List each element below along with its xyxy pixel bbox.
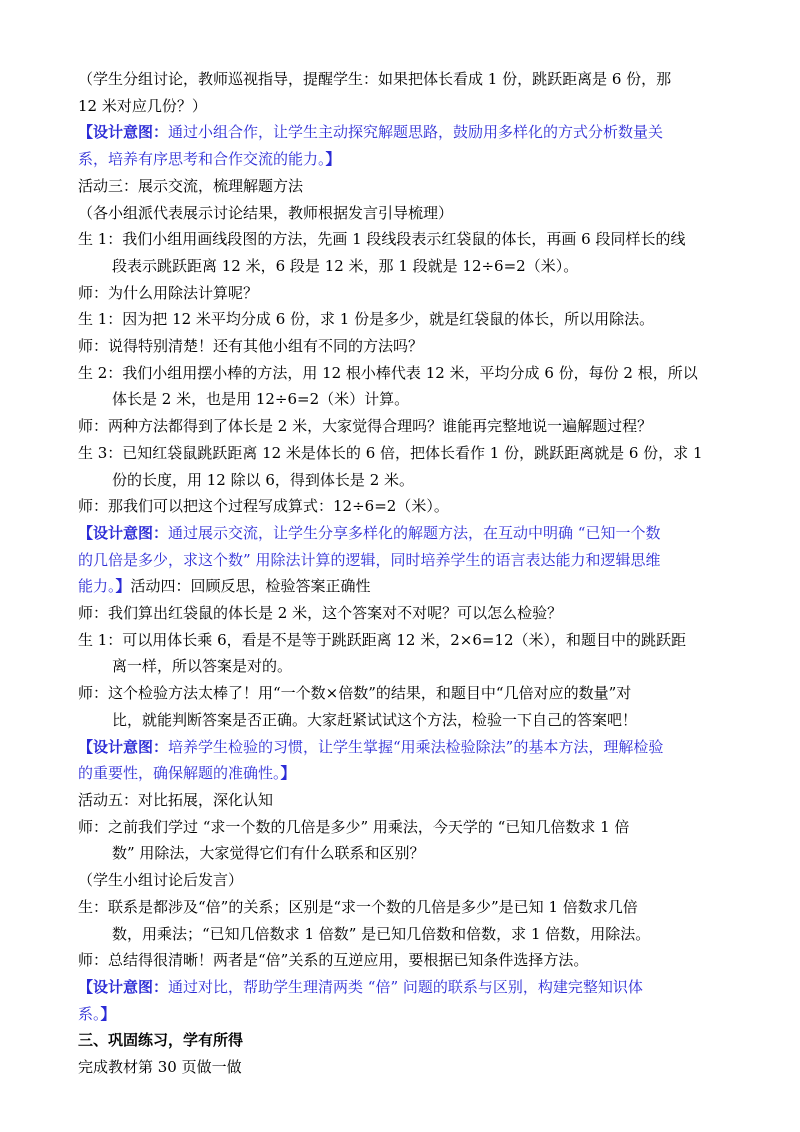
section-title: 三、巩固练习，学有所得 (78, 1031, 244, 1050)
design-intent-text: 的几倍是多少，求这个数” 用除法计算的逻辑，同时培养学生的语言表达能力和逻辑思维 (78, 550, 661, 569)
design-intent-label: 【设计意图： (78, 123, 169, 142)
design-intent-line (78, 573, 728, 600)
line-text: 师：那我们可以把这个过程写成算式：12÷6=2（米）。 (78, 497, 449, 516)
design-intent-line (78, 734, 728, 761)
line-text: 师：说得特别清楚！还有其他小组有不同的方法吗？ (78, 337, 424, 356)
dialogue-continuation (78, 840, 728, 867)
design-intent-end: 】 (100, 1004, 116, 1023)
dialogue-continuation (78, 467, 728, 494)
line-text: 离一样，所以答案是对的。 (112, 657, 293, 676)
line-text: 师：两种方法都得到了体长是 2 米，大家觉得合理吗？谁能再完整地说一遍解题过程？ (78, 417, 653, 436)
design-intent-text: 系。 (78, 1004, 101, 1023)
line-text: 完成教材第 30 页做一做 (78, 1058, 242, 1077)
design-intent-line (78, 520, 728, 547)
line-text: 体长是 2 米，也是用 12÷6=2（米）计算。 (112, 390, 410, 409)
design-intent-text: 能力。 (78, 577, 116, 596)
line-text: （各小组派代表展示讨论结果，教师根据发言引导梳理） (78, 203, 454, 222)
dialogue-continuation (78, 653, 728, 680)
line-text: 12 米对应几份？） (78, 96, 207, 115)
section-heading (78, 1027, 728, 1054)
dialogue-line (78, 306, 728, 333)
dialogue-continuation (78, 707, 728, 734)
design-intent-line (78, 146, 728, 173)
design-intent-text: 通过对比，帮助学生理清两类 “倍” 问题的联系与区别，构建完整知识体 (168, 977, 643, 996)
dialogue-line (78, 627, 728, 654)
design-intent-text: 的重要性，确保解题的准确性。 (78, 764, 281, 783)
line-text: 师：总结得很清晰！两者是“倍”关系的互逆应用，要根据已知条件选择方法。 (78, 951, 589, 970)
dialogue-line (78, 680, 728, 707)
dialogue-line (78, 440, 728, 467)
design-intent-line (78, 547, 728, 574)
dialogue-continuation (78, 253, 728, 280)
design-intent-label: 【设计意图： (78, 737, 169, 756)
design-intent-line (78, 760, 728, 787)
activity-heading (78, 173, 728, 200)
dialogue-continuation (78, 921, 728, 948)
design-intent-line (78, 119, 728, 146)
design-intent-text: 通过小组合作，让学生主动探究解题思路，鼓励用多样化的方式分析数量关 (168, 123, 664, 142)
line-text: 生 3：已知红袋鼠跳跃距离 12 米是体长的 6 倍，把体长看作 1 份，跳跃距离就是 6 份，求 1 (78, 443, 703, 462)
activity-heading-inline: 活动四：回顾反思，检验答案正确性 (130, 577, 371, 596)
line-text: 生 1：我们小组用画线段图的方法，先画 1 段线段表示红袋鼠的体长，再画 6 段同样长的线 (78, 230, 686, 249)
activity-heading (78, 787, 728, 814)
line-text: 师：之前我们学过 “求一个数的几倍是多少” 用乘法，今天学的 “已知几倍数求 1 倍 (78, 817, 630, 836)
dialogue-line (78, 413, 728, 440)
line-text: 生：联系是都涉及“倍”的关系；区别是“求一个数的几倍是多少”是已知 1 倍数求几倍 (78, 897, 638, 916)
paragraph-line (78, 93, 728, 120)
design-intent-text: 系，培养有序思考和合作交流的能力。 (78, 150, 326, 169)
line-text: 数” 用除法，大家觉得它们有什么联系和区别？ (112, 844, 425, 863)
design-intent-label: 【设计意图： (78, 523, 169, 542)
design-intent-end: 】 (325, 150, 341, 169)
line-text: 生 2：我们小组用摆小棒的方法，用 12 根小棒代表 12 米，平均分成 6 份，每份 2 根，所以 (78, 363, 698, 382)
design-intent-label: 【设计意图： (78, 977, 169, 996)
paragraph-line (78, 1054, 728, 1081)
line-text: 师：我们算出红袋鼠的体长是 2 米，这个答案对不对呢？可以怎么检验？ (78, 604, 563, 623)
line-text: （学生分组讨论，教师巡视指导，提醒学生：如果把体长看成 1 份，跳跃距离是 6 份，那 (78, 70, 672, 88)
line-text: （学生小组讨论后发言） (78, 871, 244, 890)
design-intent-end: 】 (280, 764, 296, 783)
design-intent-text: 通过展示交流，让学生分享多样化的解题方法，在互动中明确 “已知一个数 (168, 523, 661, 542)
line-text: 比，就能判断答案是否正确。大家赶紧试试这个方法，检验一下自己的答案吧！ (112, 710, 638, 729)
design-intent-text: 培养学生检验的习惯，让学生掌握“用乘法检验除法”的基本方法，理解检验 (168, 737, 664, 756)
dialogue-line (78, 333, 728, 360)
line-text: 数，用乘法；“已知几倍数求 1 倍数” 是已知几倍数和倍数，求 1 倍数，用除法。 (112, 924, 651, 943)
dialogue-line (78, 226, 728, 253)
dialogue-line (78, 493, 728, 520)
design-intent-line (78, 1001, 728, 1028)
paragraph-line (78, 200, 728, 227)
dialogue-continuation (78, 386, 728, 413)
dialogue-line (78, 894, 728, 921)
line-text: 师：这个检验方法太棒了！用“一个数×倍数”的结果，和题目中“几倍对应的数量”对 (78, 684, 632, 703)
dialogue-line (78, 947, 728, 974)
line-text: 活动五：对比拓展，深化认知 (78, 790, 274, 809)
dialogue-line (78, 280, 728, 307)
dialogue-line (78, 600, 728, 627)
line-text: 生 1：因为把 12 米平均分成 6 份，求 1 份是多少，就是红袋鼠的体长，所以用除法。 (78, 310, 655, 329)
paragraph-line (78, 867, 728, 894)
paragraph-line (78, 66, 728, 93)
design-intent-line (78, 974, 728, 1001)
design-intent-end: 】 (115, 577, 131, 596)
dialogue-line (78, 814, 728, 841)
line-text: 活动三：展示交流，梳理解题方法 (78, 176, 304, 195)
line-text: 段表示跳跃距离 12 米，6 段是 12 米，那 1 段就是 12÷6=2（米）。 (112, 256, 579, 275)
line-text: 生 1：可以用体长乘 6，看是不是等于跳跃距离 12 米，2×6=12（米），和题目中的跳跃距 (78, 630, 687, 649)
line-text: 份的长度，用 12 除以 6，得到体长是 2 米。 (112, 470, 415, 489)
document-page (78, 66, 728, 1081)
dialogue-line (78, 360, 728, 387)
line-text: 师：为什么用除法计算呢？ (78, 283, 259, 302)
